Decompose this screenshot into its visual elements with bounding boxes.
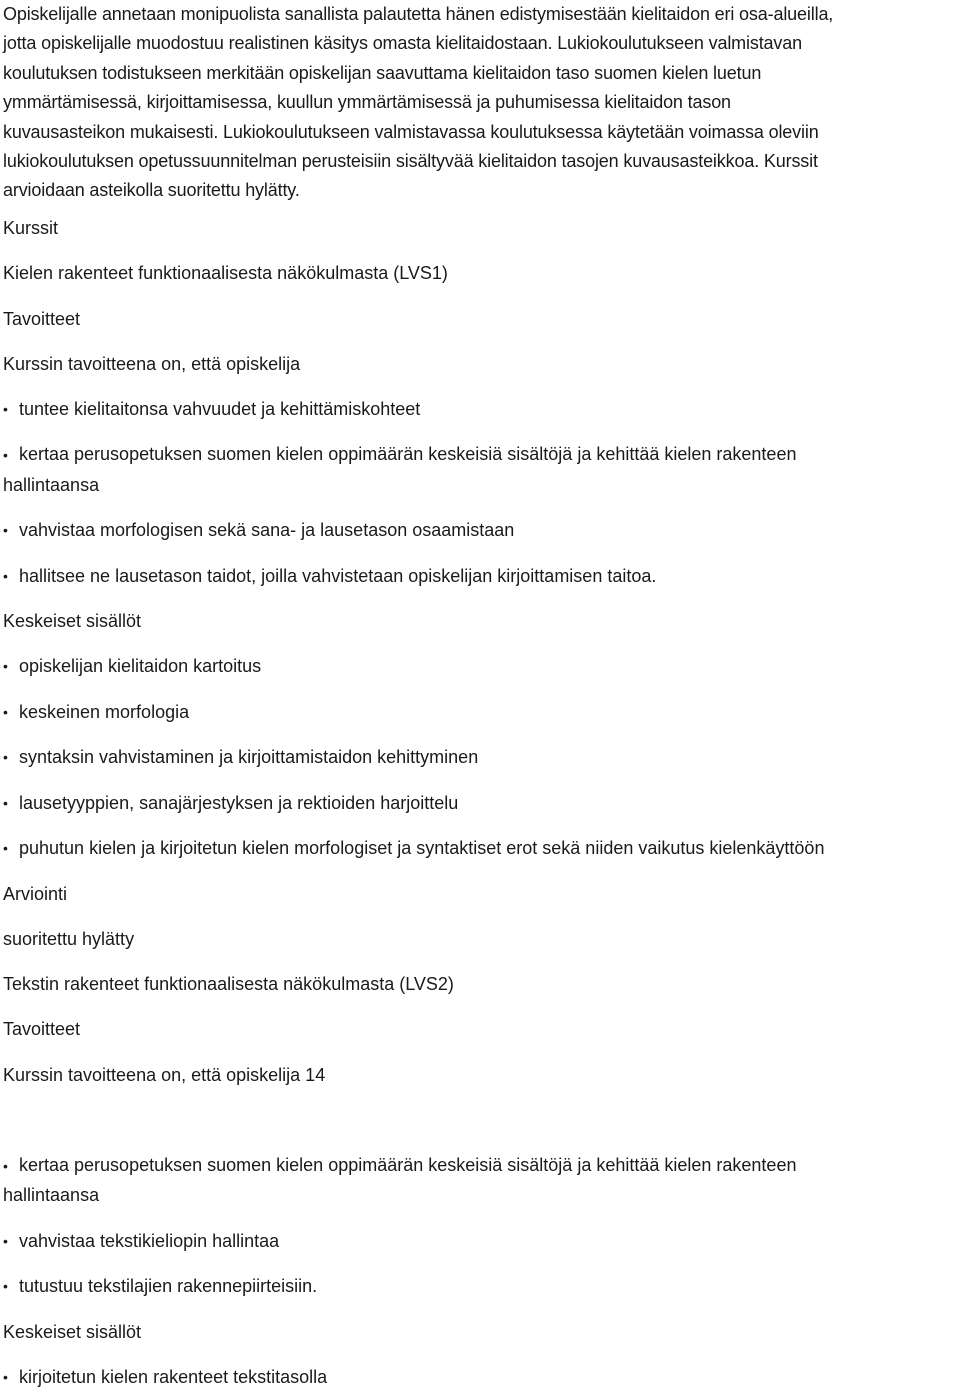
list-item <box>3 1355 953 1400</box>
list-item-text: puhutun kielen ja kirjoitetun kielen morfologiset ja syntaktiset erot sekä niiden vaikutus kielenkäyttöön <box>19 837 825 858</box>
list-item <box>3 690 953 735</box>
list-item-text: vahvistaa tekstikieliopin hallintaa <box>19 1230 280 1251</box>
list-item-continuation: hallintaansa <box>3 474 100 495</box>
list-item-text: opiskelijan kielitaidon kartoitus <box>19 656 262 677</box>
bullet-icon: • <box>3 658 8 675</box>
list-item <box>3 735 953 780</box>
kurssit-heading: Kurssit <box>3 217 59 238</box>
course2-contents-heading: Keskeiset sisällöt <box>3 1321 142 1342</box>
bullet-icon: • <box>3 749 8 766</box>
list-item-text: kertaa perusopetuksen suomen kielen oppimäärän keskeisiä sisältöjä ja kehittää kielen rakenteen <box>19 1154 797 1175</box>
list-item <box>3 387 953 432</box>
course1-title: Kielen rakenteet funktionaalisesta näkökulmasta (LVS1) <box>3 263 448 284</box>
bullet-icon: • <box>3 1157 8 1174</box>
bullet-icon: • <box>3 522 8 539</box>
bullet-icon: • <box>3 1278 8 1295</box>
intro-line: arvioidaan asteikolla suoritettu hylätty. <box>3 180 300 201</box>
list-item-text: kirjoitetun kielen rakenteet tekstitasolla <box>19 1366 328 1387</box>
intro-line: koulutuksen todistukseen merkitään opiskelijan saavuttama kielitaidon taso suomen kielen luetun <box>3 62 762 83</box>
list-item-text: tutustuu tekstilajien rakennepiirteisiin. <box>19 1276 318 1297</box>
bullet-icon: • <box>3 1368 8 1385</box>
bullet-icon: • <box>3 1232 8 1249</box>
bullet-icon: • <box>3 794 8 811</box>
list-item <box>3 1219 953 1264</box>
list-item-text: kertaa perusopetuksen suomen kielen oppimäärän keskeisiä sisältöjä ja kehittää kielen rakenteen <box>19 444 797 465</box>
intro-line: lukiokoulutuksen opetussuunnitelman perusteisiin sisältyvää kielitaidon tasojen kuvausasteikkoa. Kurssit <box>3 151 818 172</box>
intro-line: kuvausasteikon mukaisesti. Lukiokoulutukseen valmistavassa koulutuksessa käytetään voimassa oleviin <box>3 121 819 142</box>
bullet-icon: • <box>3 567 8 584</box>
list-item <box>3 1143 953 1219</box>
list-item <box>3 644 953 689</box>
course1-goals-intro: Kurssin tavoitteena on, että opiskelija <box>3 353 301 374</box>
list-item-text: vahvistaa morfologisen sekä sana- ja lausetason osaamistaan <box>19 520 515 541</box>
bullet-icon: • <box>3 447 8 464</box>
list-item-text: keskeinen morfologia <box>19 701 190 722</box>
list-item <box>3 508 953 553</box>
list-item-text: tuntee kielitaitonsa vahvuudet ja kehittämiskohteet <box>19 399 421 420</box>
course1-assessment-heading: Arviointi <box>3 883 68 904</box>
course2-goals-intro: Kurssin tavoitteena on, että opiskelija 14 <box>3 1064 326 1085</box>
list-item <box>3 781 953 826</box>
bullet-icon: • <box>3 839 8 856</box>
course1-goals-heading: Tavoitteet <box>3 308 81 329</box>
intro-line: ymmärtämisessä, kirjoittamisessa, kuullun ymmärtämisessä ja puhumisessa kielitaidon tason <box>3 92 731 113</box>
list-item-text: hallitsee ne lausetason taidot, joilla vahvistetaan opiskelijan kirjoittamisen taitoa. <box>19 565 657 586</box>
list-item-continuation: hallintaansa <box>3 1185 100 1206</box>
intro-paragraph <box>3 0 953 206</box>
list-item <box>3 554 953 599</box>
intro-line: Opiskelijalle annetaan monipuolista sanallista palautetta hänen edistymisestään kielitaidon eri osa-alueilla, <box>3 4 834 24</box>
list-item-text: lausetyyppien, sanajärjestyksen ja rektioiden harjoittelu <box>19 792 459 813</box>
list-item <box>3 432 953 508</box>
intro-line: jotta opiskelijalle muodostuu realistinen käsitys omasta kielitaidostaan. Lukiokoulutukseen valmistavan <box>3 33 802 54</box>
list-item <box>3 1264 953 1309</box>
list-item <box>3 826 953 871</box>
bullet-icon: • <box>3 401 8 418</box>
course1-assessment-value: suoritettu hylätty <box>3 928 135 949</box>
spacer <box>3 1098 953 1143</box>
course2-title: Tekstin rakenteet funktionaalisesta näkökulmasta (LVS2) <box>3 974 454 995</box>
bullet-icon: • <box>3 703 8 720</box>
list-item-text: syntaksin vahvistaminen ja kirjoittamistaidon kehittyminen <box>19 747 479 768</box>
course2-goals-heading: Tavoitteet <box>3 1019 81 1040</box>
document-page <box>3 0 953 1400</box>
course1-contents-heading: Keskeiset sisällöt <box>3 611 142 632</box>
